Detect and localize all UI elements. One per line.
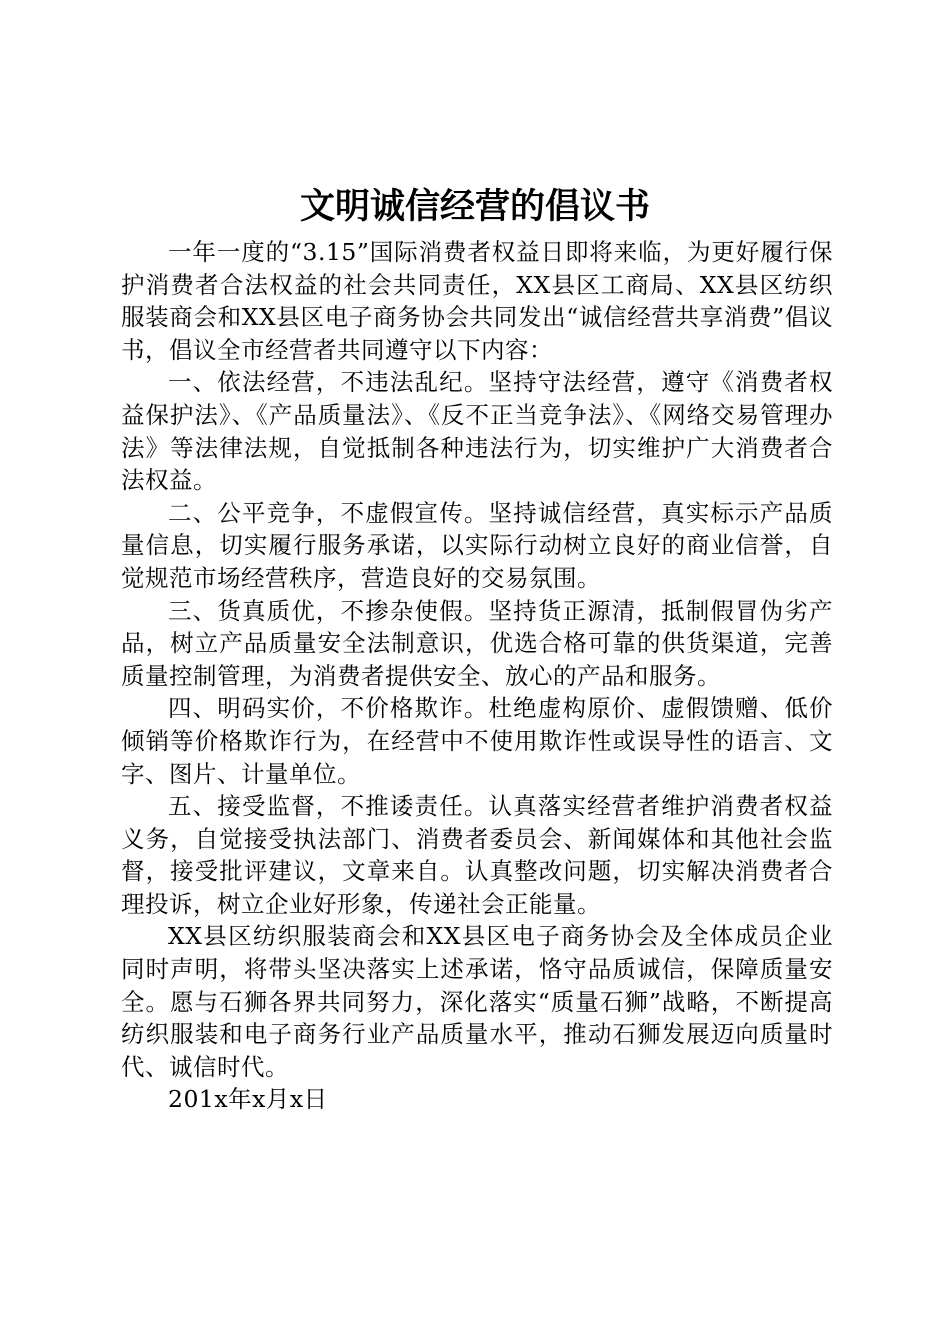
paragraph-intro: 一年一度的“3.15”国际消费者权益日即将来临，为更好履行保护消费者合法权益的社会共同责任，XX县区工商局、XX县区纺织服装商会和XX县区电子商务协会共同发出“诚信经营共享消费”倡议书，倡议全市经营者共同遵守以下内容： bbox=[121, 238, 833, 364]
paragraph-item-4: 四、明码实价，不价格欺诈。杜绝虚构原价、虚假馈赠、低价倾销等价格欺诈行为，在经营中不使用欺诈性或误导性的语言、文字、图片、计量单位。 bbox=[121, 694, 833, 788]
document-date: 201x年x月x日 bbox=[168, 1085, 328, 1114]
document-title: 文明诚信经营的倡议书 bbox=[299, 187, 650, 227]
paragraph-declaration: XX县区纺织服装商会和XX县区电子商务协会及全体成员企业同时声明，将带头坚决落实上述承诺，恪守品质诚信，保障质量安全。愿与石狮各界共同努力，深化落实“质量石狮”战略，不断提高纺织服装和电子商务行业产品质量水平，推动石狮发展迈向质量时代、诚信时代。 bbox=[121, 922, 833, 1081]
document-body bbox=[121, 236, 833, 1116]
paragraph-item-3: 三、货真质优，不掺杂使假。坚持货正源清，抵制假冒伪劣产品，树立产品质量安全法制意识，优选合格可靠的供货渠道，完善质量控制管理，为消费者提供安全、放心的产品和服务。 bbox=[121, 596, 833, 690]
paragraph-item-5: 五、接受监督，不推诿责任。认真落实经营者维护消费者权益义务，自觉接受执法部门、消费者委员会、新闻媒体和其他社会监督，接受批评建议，文章来自。认真整改问题，切实解决消费者合理投诉，树立企业好形象，传递社会正能量。 bbox=[121, 792, 833, 918]
paragraph-item-2: 二、公平竞争，不虚假宣传。坚持诚信经营，真实标示产品质量信息，切实履行服务承诺，以实际行动树立良好的商业信誉，自觉规范市场经营秩序，营造良好的交易氛围。 bbox=[121, 498, 833, 592]
paragraph-item-1: 一、依法经营，不违法乱纪。坚持守法经营，遵守《消费者权益保护法》、《产品质量法》、《反不正当竞争法》、《网络交易管理办法》等法律法规，自觉抵制各种违法行为，切实维护广大消费者合法权益。 bbox=[121, 368, 833, 495]
